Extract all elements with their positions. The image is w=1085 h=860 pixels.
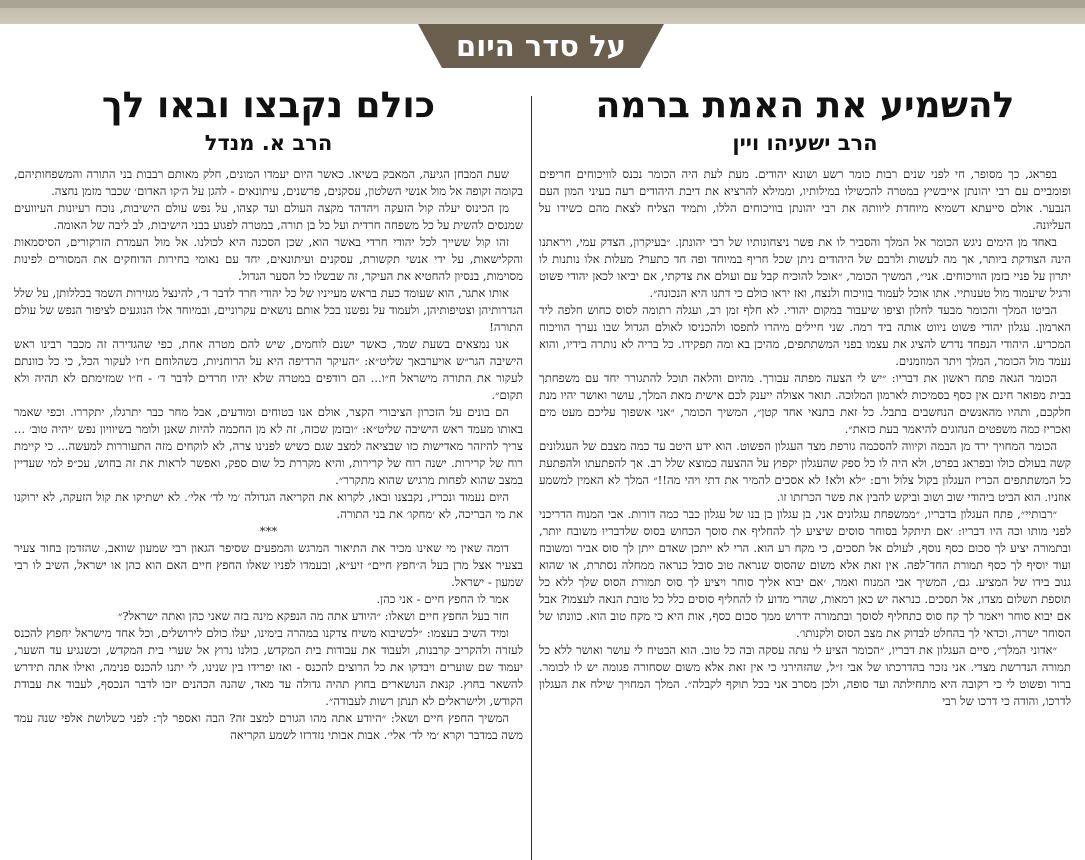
paragraph: בפראג, כך מסופר, חי לפני שנים רבות כומר רשע ושונא יהודים. מעת לעת היה הכומר נכנס לוויכוחים חריפים ופומביים עם רבי יהונתן אייבשיץ במטרה להכשילו במילותיו, וממילא להרציא את דיבת היהודים רעה בעיני המון העם הנבער. אולם סייעתא דשמיא מיוחדת ליוותה את רבי יהונתן בוויכוחים הללו, ותמיד הצליח לצאת מהם כשידו על העליונה.	[539, 167, 1071, 232]
article-title: כולם נקבצו ובאו לך	[101, 85, 436, 126]
article-body	[14, 166, 523, 744]
article-right	[539, 84, 1071, 710]
article-body	[539, 166, 1071, 710]
paragraph: הם בונים על הזכרון הציבורי הקצר, אולם אנו בטוחים ומודעים, אבל מחר כבר יתרגלו, יתקררו. וכפי שאמר באותו מעמד ראש הישיבה שליט״א: ״ובזמן שכזה, זה לא מן החכמה להיות שאנן ולומר בשיוויון נפש ׳יהיה טוב׳ ... צריך להיזהר מאדישות כזו שבציאה למצב שגם כשיש לפנינו צרה, לא לוקחים מזה התעוררות למעשה... כי קיימת רוח של קרירות. ישנה רוח של קרירות, והיא מקררת כל שום ספק, ואפשר לראות את זה בחוש, עכ״פ למי שעדיין במצב שהוא לפחות מרגיש שהוא מתקרר״.	[14, 405, 523, 487]
paragraph: אותו אתגר, הוא שעומד כעת בראש מעייניו של כל יהודי חרד לדבר ד׳, להינצל מגזירות השמד בכללותן, על שלל הגדרותיהן וצטיפותיהן, ולעמוד על נפשנו בכל אותם נושאים עקרוניים, ובמיוחד אלו הנוגעים לציפור הנפש של עולם התורה!	[14, 286, 523, 334]
header-band	[0, 0, 1085, 24]
paragraph: אנו נמצאים בשעת שמד, כאשר ישנם לוחמים, שיש להם מטרה אחת, כפי שהגדירה זה מכבר רבינו ראש הישיבה הגר״ש אויערבאך שליט״א: ״העיקר הרדיפה היא על הרוחניות, כשהלוחם ח״ו לעקור הכל, כי כל כוונתם לעקור את התורה מישראל ח״ו... הם רודפים במטרה שלא יהיו חרדים לדבר ד׳ - ח״ו שמזימתם לא תהיה ולא תקום״.	[14, 337, 523, 402]
paragraph: ״רבותיי״, פתח העגלון בדבריו, ״ממשפחת עגלונים אני, בן עגלון בן בנו של עגלון כבר כמה דורות. אבי המנוח הדריכני לפני מותו וכה היו דבריו: ׳אם תיתקל בסוחר סוסים שיציע לך להחליף את סוסך הכחוש בסוס שלדבריו משובח יותר, ובתמורה יציע לך סכום כסף נוסף, לעולם אל תסכים, כי מקח רע הוא. הרי לא ייתכן שאדם ייתן לך סוס אביר ומשובח ועוד יוסיף לך כסף תמורת החד־לפה. אין זאת אלא משום שהסוס שנראה טוב סובל כנראה ממחלה נסתרת, או שהוא גנוב בידו של המציע. גם׳, המשיך אבי המנוח ואמר, ׳אם יבוא אליך סוחר ויציע לך סוס תמורת הסוס שלך ללא כל תוספת תשלום מצדו, אל תסכים. כנראה יש כאן רמאות, שהרי מדוע לו להחליף סוסים כלל כל טובת הנאה לעצמו? אבל אם יבוא סוחר ויאמר לך קח סוס כתחליף לסוסך ובתמורה ידרוש ממך סכום כסף, אות היא כי מקח טוב הוא. כוונתו של הסוחר ישרה, וכדאי לך בהחלט לבדוק את מצב הסוס ולקנותו׳.	[539, 507, 1071, 640]
article-author: הרב א. מנדל	[204, 131, 333, 155]
paragraph: ״אדוני המלך״, סיים העגלון את דבריו, ״הכומר הציע לי עתה עסקה ובה כל טוב. הוא הבטיח לי עושר ואושר ללא כל תמורה הנדרשת מצדי. אני נזכר בהדרכתו של אבי ז״ל, שהזהירני כי אין זאת אלא משום שסחורה פגומה יש לו לכומר. ברור ופשוט לי כי רקובה היא מתחילתה ועד סופה, ולכן מסרב אני בכל תוקף לקבלה״. המלך המחויך שילח את העגלון לדרכו, והודה כי דרכו של רבי	[539, 643, 1071, 708]
paragraph: הכומר הגאה פתח ראשון את דבריו: ״יש לי הצעה מפתה עבורך. מהיום והלאה תוכל להתגורר יחד עם משפחתך בבית מפואר חינם אין כסף בסמיכות לארמון המלוכה. תואר אצולה ייענק לכם אישית מאת המלך, עושר ואושר יהיו מנת חלקכם, ותהיו מהאנשים הנחשבים בתבל. כל זאת בתנאי אחד קטן״, המשיך הכומר, ״אני אשפוך עליכם מעט מים ואכריז כמה משפטים הנהוגים להיאמר בעת כזאת״.	[539, 371, 1071, 436]
paragraph: אמר לו החפץ חיים - אני כהן.	[376, 592, 509, 606]
article-title: להשמיע את האמת ברמה	[595, 85, 1015, 126]
paragraph: מן הכינוס יעלה קול הזעקה ויהדהד מקצה העולם ועד קצהו, על נפש עולם הישיבות, נוכח רעיונות העיוועים שמנסים להשית על כל משפחה חרדית ועל כל בן תורה, במטרה לפגוע בבני הישיבות, לב ליבה של האומה.	[14, 201, 523, 232]
paragraph: זהו קול ששייך לכל יהודי חרדי באשר הוא, שכן הסכנה היא לכולנו. אל מול העמדת הזרקורים, הסיסמאות והקלישאות, על ידי אנשי תקשורת, עסקנים ועיתונאים, יחד עם נאומי בחירות הדוחקים את המסורים לפינות מסוימות, בנסיון להחטיא את העיקר, זה שבשלו כל הסער הגדול.	[14, 235, 523, 283]
header-band-shade	[0, 0, 1085, 8]
paragraph: באחד מן הימים ניגש הכומר אל המלך והסביר לו את פשר ניצחונותיו של רבי יהונתן. ״בעיקרון, הצדק עמי, ויראתנו הינה הצודקת ביותר, אך מה לעשות ולרבם של היהודים ניתן שכל חריף במיוחד ופה חד כתער? מעלות אלו נותנות לו יתרון על פניי בזמן הוויכוחים. אני״, המשיך הכומר, ״אוכל להוכיח קבל עם ועולם את צדקתי, אם יביאו לכאן יהודי פשוט ורגיל שיעמוד מול טענותיי. אתו אוכל לעמוד בוויכוח ולנצח, ואז יראו כולם כי דתנו היא הנכונה״.	[539, 235, 1071, 300]
article-author: הרב ישעיהו ויין	[732, 131, 878, 155]
paragraph: חזר בעל החפץ חיים ושאלו: ״היודע אתה מה הנפקא מינה בזה שאני כהן ואתה ישראל?״	[117, 609, 509, 623]
paragraph: היום נעמוד ונכריז, נקבצנו ובאו, לקרוא את הקריאה הגדולה ׳מי לד׳ אלי׳. לא ישתיקו את קול הזעקה, לא ירוקנו את מי הבריכה, לא ׳מחקו׳ את בני התורה.	[14, 490, 523, 521]
column-divider	[531, 96, 532, 860]
paragraph: שעת המבחן הגיעה, המאבק בשיאו. כאשר היום יעמדו המונים, חלק מאותם רבבות בני התורה והמשפחותיהם, בקומה זקופה אל מול אנשי השלטון, עסקנים, פרשנים, עיתונאים - להגן על ה׳קו האדום׳ שכבר מזמן נחצה.	[14, 167, 523, 198]
paragraph: הביטו המלך והכומר מבעד לחלון וציפו שיעבור במקום יהודי. לא חלף זמן רב, ועגלה רתומה לסוס כחוש חלפה ליד הארמון. עגלון יהודי פשוט ניווט אותה ביד רמה. שני חיילים מיהרו לתפסו ולהכניסו לאולם הגדול שבו נערך הוויכוח המכריע. היהודי הנפחד נדרש להציג את עצמו בפני המשתתפים, מהיכן בא ומה תפקידו. כל בריה לא נותרה בידיו, והוא נעמד מול הכומר, המלך ויתר המוזמנים.	[539, 303, 1071, 368]
article-left	[14, 84, 523, 744]
paragraph: ומיד השיב בעצמו: ״לכשיבוא משיח צדקנו במהרה בימינו, יעלו כולם לירושלים, וכל אחד מישראל יחפוץ להכנס לעזרה ולהקריב קרבנות, ולעבוד את עבודות בית המקדש, כולנו נרוץ אל שערי בית המקדש, וכשנגיע עד השער, יעמוד שם שוערים ויבדקו את כל הרוצים להכנס - ואז יפרידו בין שנינו, לי יתנו להכנס פנימה, ואילו אתה תידרש להשאר בחוץ. קנאת הנושארים בחוץ תהיה גדולה עד מאד, שהנה הכהנים יזכו לדבר הנכסף, לעבוד את עבודת הקודש, ולישראלים לא תנתן רשות לעבודה״.	[14, 626, 523, 708]
section-separator: ***	[259, 524, 278, 538]
paragraph: הכומר המחויך ירד מן הבמה וקיווה להסכמה גורפת מצד העגלון הפשוט. הוא ידע היטב עד כמה מצבם של העגלונים קשה בעולם כולו ובפראג בפרט, ולא היה לו כל ספק שהעגלון יקפוץ על ההצעה כמוצא שלל רב. אך להפתעתו ולהפתעת כל המשתתפים הכריז העגלון בקול צלול ורם: ״לא ולא! לא אסכים להמיר את דתי ויהי מה!!״ המלך לא האמין למשמע אוזניו. הוא הביט ביהודי שוב ושוב וביקש להבין את פשר הכרזתו זו.	[539, 439, 1071, 504]
paragraph: המשיך החפץ חיים ושאל: ״היודע אתה מהו הגורם למצב זה? הבה ואספר לך: לפני כשלושת אלפי שנה עמד משה במדבר וקרא ׳מי לד׳ אלי׳. אבות אבותי נזדרזו לשמע הקריאה	[14, 711, 523, 742]
paragraph: דומה שאין מי שאינו מכיר את התיאור המרגש והמפעים שסיפר הגאון רבי שמעון שוואב, שהזדמן בחור צעיר בצעיר אצל מרן בעל ה״חפץ חיים״ זיע״א, ובעמדו לפניו שאלו החפץ חיים האם הוא כהן או ישראל, השיב לו רבי שמעון - ישראל.	[14, 541, 523, 589]
section-label: על סדר היום	[442, 24, 640, 68]
